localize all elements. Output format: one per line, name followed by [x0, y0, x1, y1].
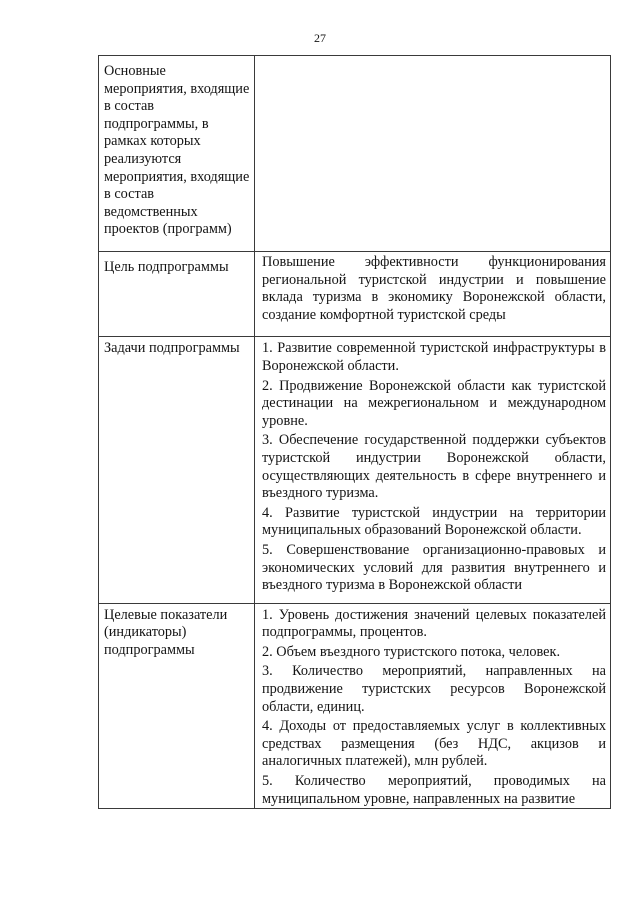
goal-text: Повышение эффективности функционирования региональной туристской индустрии и повышение вклада туризма в экономику Воронежской области, создание комфортной туристской среды [262, 254, 606, 323]
indicator-item: 4. Доходы от предоставляемых услуг в коллективных средствах размещения (без НДС, акцизов и аналогичных платежей), млн рублей. [262, 718, 606, 770]
row-label [99, 56, 255, 252]
indicators-label: Целевые показатели (индикаторы) подпрограммы [104, 606, 228, 658]
row-label [99, 252, 255, 337]
row-value [255, 252, 611, 337]
table-row-indicators [99, 603, 611, 809]
task-item: 4. Развитие туристской индустрии на территории муниципальных образований Воронежской области. [262, 504, 606, 539]
table-row-tasks [99, 337, 611, 603]
indicators-list [255, 603, 611, 809]
row-label [99, 603, 255, 809]
table-row-main-activities [99, 56, 611, 252]
task-item: 5. Совершенствование организационно-правовых и экономических условий для развития внутреннего и въездного туризма в Воронежской области [262, 541, 606, 594]
indicator-item: 2. Объем въездного туристского потока, человек. [262, 643, 561, 660]
subprogram-passport-table [98, 55, 611, 809]
main-activities-label: Основные мероприятия, входящие в состав подпрограммы, в рамках которых реализуются мероприятия, входящие в состав ведомственных проектов (программ) [104, 63, 250, 238]
task-item: 3. Обеспечение государственной поддержки субъектов туристской индустрии Воронежской области, осуществляющих деятельность в сфере внутреннего и въездного туризма. [262, 432, 606, 502]
goal-label: Цель подпрограммы [104, 259, 229, 275]
task-item: 2. Продвижение Воронежской области как туристской дестинации на межрегиональном и международном уровне. [262, 377, 606, 429]
tasks-list [255, 337, 611, 603]
main-activities-value [255, 56, 611, 252]
indicator-item: 1. Уровень достижения значений целевых показателей подпрограммы, процентов. [262, 606, 606, 641]
task-item: 1. Развитие современной туристской инфраструктуры в Воронежской области. [262, 340, 606, 374]
tasks-label: Задачи подпрограммы [104, 340, 240, 357]
table-row-goal [99, 252, 611, 337]
row-label [99, 337, 255, 603]
page-number: 27 [314, 31, 326, 45]
indicator-item: 5. Количество мероприятий, проводимых на муниципальном уровне, направленных на развитие [262, 773, 606, 807]
indicator-item: 3. Количество мероприятий, направленных на продвижение туристских ресурсов Воронежской области, единиц. [262, 663, 606, 715]
